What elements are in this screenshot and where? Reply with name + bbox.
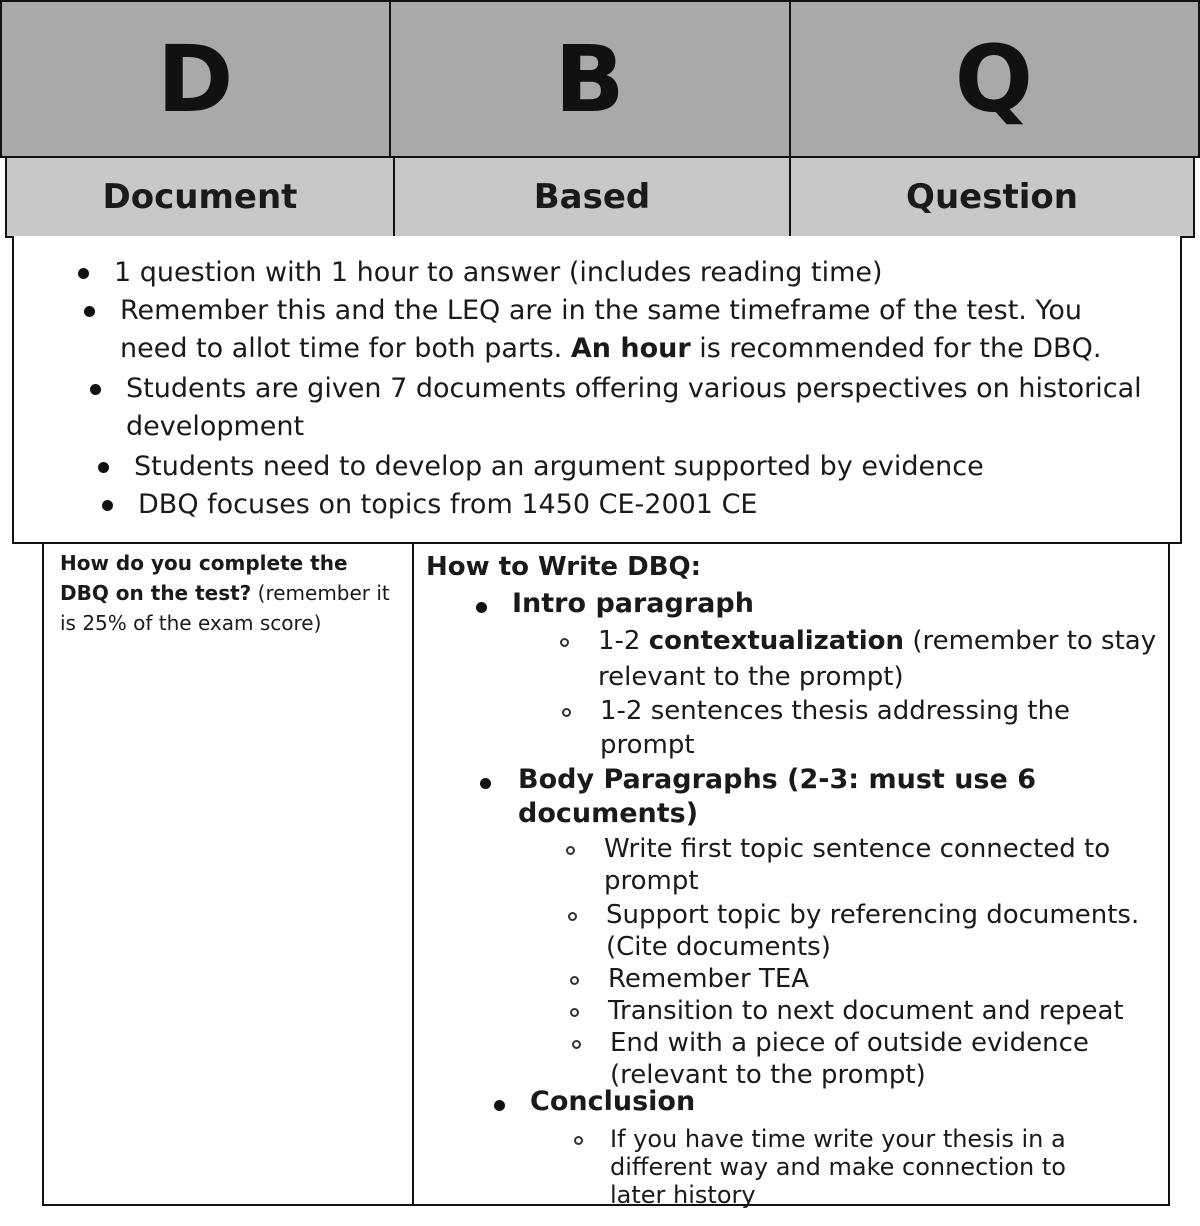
bullet-text: is recommended for the DBQ.	[690, 333, 1102, 364]
bullet-text: development	[126, 411, 305, 442]
section-title-body: documents)	[518, 798, 699, 829]
sub-item-text: prompt	[604, 866, 699, 896]
sub-item-text: Remember TEA	[608, 964, 810, 994]
bullet-icon	[98, 462, 109, 473]
bullet-text: DBQ focuses on topics from 1450 CE-2001 CE	[138, 489, 758, 520]
word-question: Question	[906, 177, 1078, 217]
list-item	[114, 254, 883, 292]
question-bold-text: How do you complete the	[60, 551, 348, 575]
question-bold-text: DBQ on the test?	[60, 581, 252, 605]
bullet-text: Students are given 7 documents offering various perspectives on historical	[126, 373, 1142, 404]
question-note-text: (remember it	[251, 581, 390, 605]
letter-q: Q	[954, 25, 1034, 133]
sub-item-text	[598, 624, 1156, 658]
sub-item-text: (relevant to the prompt)	[610, 1060, 926, 1090]
sub-item-text: later history	[610, 1181, 756, 1209]
bullet-text: need to allot time for both parts.	[120, 333, 571, 364]
sub-item-text-part: 1-2	[598, 626, 649, 656]
bullet-icon	[480, 778, 491, 789]
sub-item-text: Write first topic sentence connected to	[604, 834, 1111, 864]
circle-bullet-icon	[570, 1008, 579, 1017]
word-based: Based	[533, 177, 651, 217]
section-title-body: Body Paragraphs (2-3: must use 6	[518, 764, 1036, 795]
overview-box	[12, 236, 1182, 544]
bullet-text: 1 question with 1 hour to answer (includes reading time)	[114, 257, 883, 288]
sub-item-text: (Cite documents)	[606, 932, 831, 962]
header-words-row	[5, 156, 1195, 238]
sub-item-text-part: (remember to stay	[904, 626, 1157, 656]
bullet-text: Remember this and the LEQ are in the same timeframe of the test. You	[120, 295, 1083, 326]
circle-bullet-icon	[566, 846, 575, 855]
sub-item-text: different way and make connection to	[610, 1153, 1066, 1181]
list-item	[120, 292, 1101, 368]
sub-item-text: If you have time write your thesis in a	[610, 1125, 1066, 1153]
sub-item-text: prompt	[600, 730, 695, 760]
letter-cell-q	[789, 0, 1200, 158]
bullet-icon	[102, 500, 113, 511]
circle-bullet-icon	[560, 638, 569, 647]
circle-bullet-icon	[572, 1040, 581, 1049]
sub-item-bold: contextualization	[648, 626, 905, 656]
bullet-icon	[90, 384, 101, 395]
section-title-conclusion: Conclusion	[530, 1086, 696, 1117]
letter-d: D	[156, 25, 235, 133]
sub-item-text: End with a piece of outside evidence	[610, 1028, 1089, 1058]
word-cell-question	[789, 156, 1195, 238]
list-item	[138, 486, 757, 524]
how-to-heading: How to Write DBQ:	[426, 552, 702, 582]
how-to-column	[414, 544, 1170, 1209]
bullet-icon	[476, 602, 487, 613]
list-item	[134, 448, 984, 486]
section-title-intro: Intro paragraph	[512, 588, 754, 619]
question-note-text: is 25% of the exam score)	[60, 611, 322, 635]
circle-bullet-icon	[562, 708, 571, 717]
bottom-table	[42, 542, 1170, 1209]
word-cell-document	[5, 156, 395, 238]
sub-item-text: relevant to the prompt)	[598, 662, 904, 692]
circle-bullet-icon	[568, 912, 577, 921]
letter-cell-b	[389, 0, 790, 158]
bullet-icon	[84, 306, 95, 317]
word-cell-based	[393, 156, 791, 238]
left-column	[44, 544, 414, 1204]
sub-item-text: Transition to next document and repeat	[608, 996, 1124, 1026]
circle-bullet-icon	[574, 1136, 583, 1145]
bullet-icon	[494, 1100, 505, 1111]
completion-question	[60, 548, 405, 638]
letter-cell-d	[0, 0, 391, 158]
sub-item-text: Support topic by referencing documents.	[606, 900, 1140, 930]
header-letters-row	[0, 0, 1200, 158]
bullet-text: Students need to develop an argument supported by evidence	[134, 451, 984, 482]
list-item	[126, 370, 1142, 446]
bullet-icon	[78, 268, 89, 279]
word-document: Document	[102, 177, 298, 217]
sub-item-text: 1-2 sentences thesis addressing the	[600, 696, 1071, 726]
circle-bullet-icon	[570, 976, 579, 985]
bullet-text-bold: An hour	[570, 333, 691, 364]
letter-b: B	[554, 25, 626, 133]
